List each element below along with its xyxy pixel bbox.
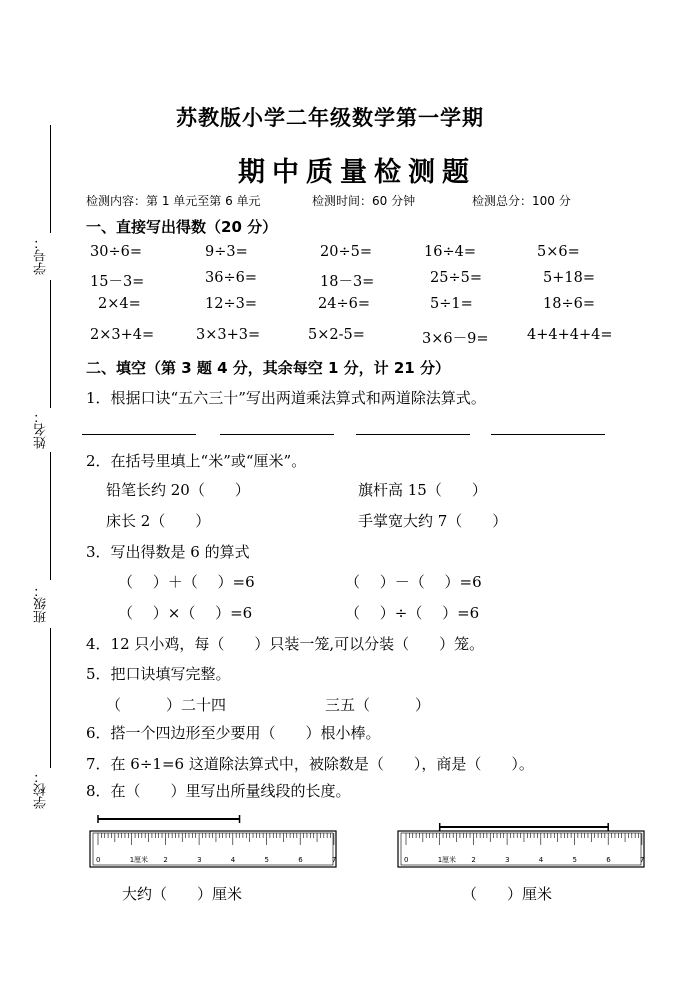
- ruler-tick-label: 5: [264, 856, 269, 864]
- ruler-tick-label: 0: [404, 856, 409, 864]
- calc-item: 9÷3=: [205, 244, 248, 260]
- answer-8b: （ ）厘米: [462, 885, 553, 903]
- exam-subtitle: 期中质量检测题: [238, 157, 476, 188]
- calc-item: 24÷6=: [318, 296, 370, 312]
- calc-item: 5×2-5=: [308, 327, 365, 343]
- ruler-tick-label: 6: [298, 856, 303, 864]
- ruler-1: [88, 815, 338, 875]
- calc-item: 4+4+4+4=: [527, 327, 613, 343]
- calc-item: 5÷1=: [430, 296, 473, 312]
- calc-item: 3×3+3=: [196, 327, 261, 343]
- answer-blank-4[interactable]: [491, 434, 605, 435]
- answer-blank-1[interactable]: [82, 434, 196, 435]
- ruler-tick-label: 0: [96, 856, 101, 864]
- question-2b: 旗杆高 15（ ）: [358, 481, 487, 499]
- calc-item: 18－3=: [320, 274, 375, 290]
- exam-total: 检测总分：100 分: [472, 194, 571, 208]
- answer-blank-3[interactable]: [356, 434, 470, 435]
- ruler-tick-label: 4: [538, 856, 544, 864]
- question-3: 3．写出得数是 6 的算式: [86, 543, 250, 561]
- side-line-4: [50, 628, 51, 768]
- ruler-2: [396, 815, 646, 875]
- calc-item: 36÷6=: [205, 270, 257, 286]
- calc-item: 20÷5=: [320, 244, 372, 260]
- question-2: 2．在括号里填上“米”或“厘米”。: [86, 452, 307, 470]
- question-3b: （ ）－（ ）=6: [345, 573, 482, 591]
- calc-item: 2×4=: [98, 296, 141, 312]
- answer-blank-2[interactable]: [220, 434, 334, 435]
- calc-item: 18÷6=: [543, 296, 595, 312]
- question-3d: （ ）÷（ ）=6: [345, 604, 480, 622]
- calc-item: 5+18=: [543, 270, 595, 286]
- exam-time: 检测时间：60 分钟: [312, 194, 416, 208]
- side-line-2: [50, 280, 51, 408]
- question-5: 5．把口诀填写完整。: [86, 665, 231, 683]
- ruler-tick-label: 5: [572, 856, 577, 864]
- question-2a: 铅笔长约 20（ ）: [106, 481, 250, 499]
- answer-8a: 大约（ ）厘米: [122, 885, 243, 903]
- class-label: 班级：: [34, 584, 49, 623]
- question-3a: （ ）＋（ ）=6: [118, 573, 255, 591]
- calc-item: 5×6=: [537, 244, 580, 260]
- question-1: 1．根据口诀“五六三十”写出两道乘法算式和两道除法算式。: [86, 389, 486, 407]
- school-label: 学校：: [34, 770, 49, 809]
- question-5a: （ ）二十四: [106, 696, 227, 714]
- student-name-label: 姓名：: [34, 410, 49, 449]
- calc-item: 25÷5=: [430, 270, 482, 286]
- ruler-tick-label: 7: [331, 856, 337, 864]
- calc-item: 16÷4=: [424, 244, 476, 260]
- calc-item: 30÷6=: [90, 244, 142, 260]
- ruler-tick-label: 4: [230, 856, 236, 864]
- ruler-tick-label: 2: [471, 856, 476, 864]
- ruler-2-unit: 厘米: [442, 856, 456, 864]
- side-line-3: [50, 452, 51, 580]
- student-number-label: 学号：: [34, 236, 49, 275]
- question-6: 6．搭一个四边形至少要用（ ）根小棒。: [86, 724, 381, 742]
- question-2d: 手掌宽大约 7（ ）: [358, 512, 508, 530]
- question-3c: （ ）×（ ）=6: [118, 604, 253, 622]
- calc-item: 12÷3=: [205, 296, 257, 312]
- ruler-tick-label: 1: [129, 856, 135, 864]
- side-line-1: [50, 125, 51, 233]
- question-4: 4．12 只小鸡，每（ ）只装一笼,可以分装（ ）笼。: [86, 635, 485, 653]
- question-7: 7．在 6÷1=6 这道除法算式中，被除数是（ ），商是（ ）。: [86, 755, 534, 773]
- calc-item: 2×3+4=: [90, 327, 155, 343]
- ruler-tick-label: 6: [606, 856, 611, 864]
- ruler-tick-label: 3: [505, 856, 510, 864]
- section2-heading: 二、填空（第 3 题 4 分，其余每空 1 分，计 21 分）: [86, 359, 450, 377]
- question-5b: 三五（ ）: [325, 696, 431, 714]
- exam-title: 苏教版小学二年级数学第一学期: [176, 105, 484, 130]
- exam-content: 检测内容：第 1 单元至第 6 单元: [86, 194, 261, 208]
- ruler-tick-label: 1: [437, 856, 443, 864]
- ruler-tick-label: 3: [197, 856, 202, 864]
- section1-heading: 一、直接写出得数（20 分）: [86, 218, 278, 236]
- ruler-1-unit: 厘米: [134, 856, 148, 864]
- question-2c: 床长 2（ ）: [106, 512, 211, 530]
- ruler-tick-label: 2: [163, 856, 168, 864]
- question-8: 8．在（ ）里写出所量线段的长度。: [86, 782, 351, 800]
- ruler-tick-label: 7: [639, 856, 645, 864]
- calc-item: 3×6－9=: [422, 331, 489, 347]
- calc-item: 15－3=: [90, 274, 145, 290]
